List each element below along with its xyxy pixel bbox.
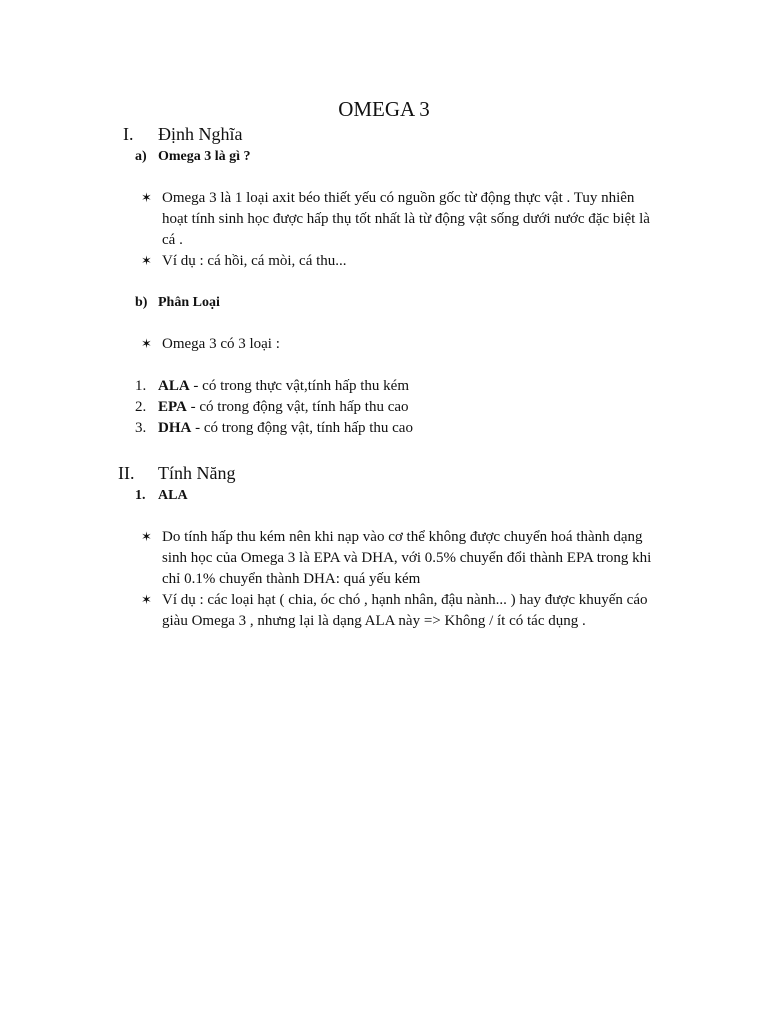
section-1-heading: Định Nghĩa bbox=[158, 124, 243, 144]
list-item bbox=[158, 418, 413, 439]
list-desc: - có trong động vật, tính hấp thu cao bbox=[191, 420, 413, 436]
bullet-text: Ví dụ : cá hồi, cá mòi, cá thu... bbox=[162, 253, 347, 269]
list-term: DHA bbox=[158, 420, 192, 436]
subsection-a-marker: a) bbox=[135, 149, 147, 164]
section-2-heading: Tính Năng bbox=[158, 463, 236, 483]
bullet-text: Omega 3 có 3 loại : bbox=[162, 336, 280, 352]
list-desc: - có trong thực vật,tính hấp thu kém bbox=[189, 378, 410, 394]
subsection-1-heading: ALA bbox=[158, 488, 188, 503]
subsection-b-heading: Phân Loại bbox=[158, 295, 220, 310]
list-term: EPA bbox=[158, 399, 187, 415]
bullet-icon: ✶ bbox=[141, 191, 152, 206]
subsection-1-marker: 1. bbox=[135, 488, 146, 503]
list-number: 3. bbox=[135, 420, 147, 436]
list-number: 1. bbox=[135, 378, 147, 394]
document-title: OMEGA 3 bbox=[338, 97, 430, 121]
list-number: 2. bbox=[135, 399, 147, 415]
section-2-numeral: II. bbox=[118, 463, 135, 483]
bullet-text: Do tính hấp thu kém nên khi nạp vào cơ thể không được chuyển hoá thành dạng sinh học của Omega 3 là EPA và DHA, với 0.5% chuyển đổi thành EPA trong khi chỉ 0.1% chuyển thành DHA: quá yếu kém bbox=[162, 529, 652, 587]
subsection-a-heading: Omega 3 là gì ? bbox=[158, 149, 251, 164]
list-item bbox=[158, 376, 409, 397]
bullet-icon: ✶ bbox=[141, 593, 152, 608]
bullet-text: Ví dụ : các loại hạt ( chia, óc chó , hạnh nhân, đậu nành... ) hay được khuyến cáo giàu Omega 3 , nhưng lại là dạng ALA này => Không / ít có tác dụng . bbox=[162, 592, 648, 629]
bullet-icon: ✶ bbox=[141, 530, 152, 545]
list-item bbox=[158, 397, 409, 418]
bullet-icon: ✶ bbox=[141, 337, 152, 352]
subsection-b-marker: b) bbox=[135, 295, 148, 310]
bullet-text: Omega 3 là 1 loại axit béo thiết yếu có nguồn gốc từ động thực vật . Tuy nhiên hoạt tính sinh học được hấp thụ tốt nhất là từ động vật sống dưới nước đặc biệt là cá . bbox=[162, 190, 650, 248]
section-1-numeral: I. bbox=[123, 124, 134, 144]
list-term: ALA bbox=[158, 378, 190, 394]
bullet-icon: ✶ bbox=[141, 254, 152, 269]
list-desc: - có trong động vật, tính hấp thu cao bbox=[186, 399, 409, 415]
